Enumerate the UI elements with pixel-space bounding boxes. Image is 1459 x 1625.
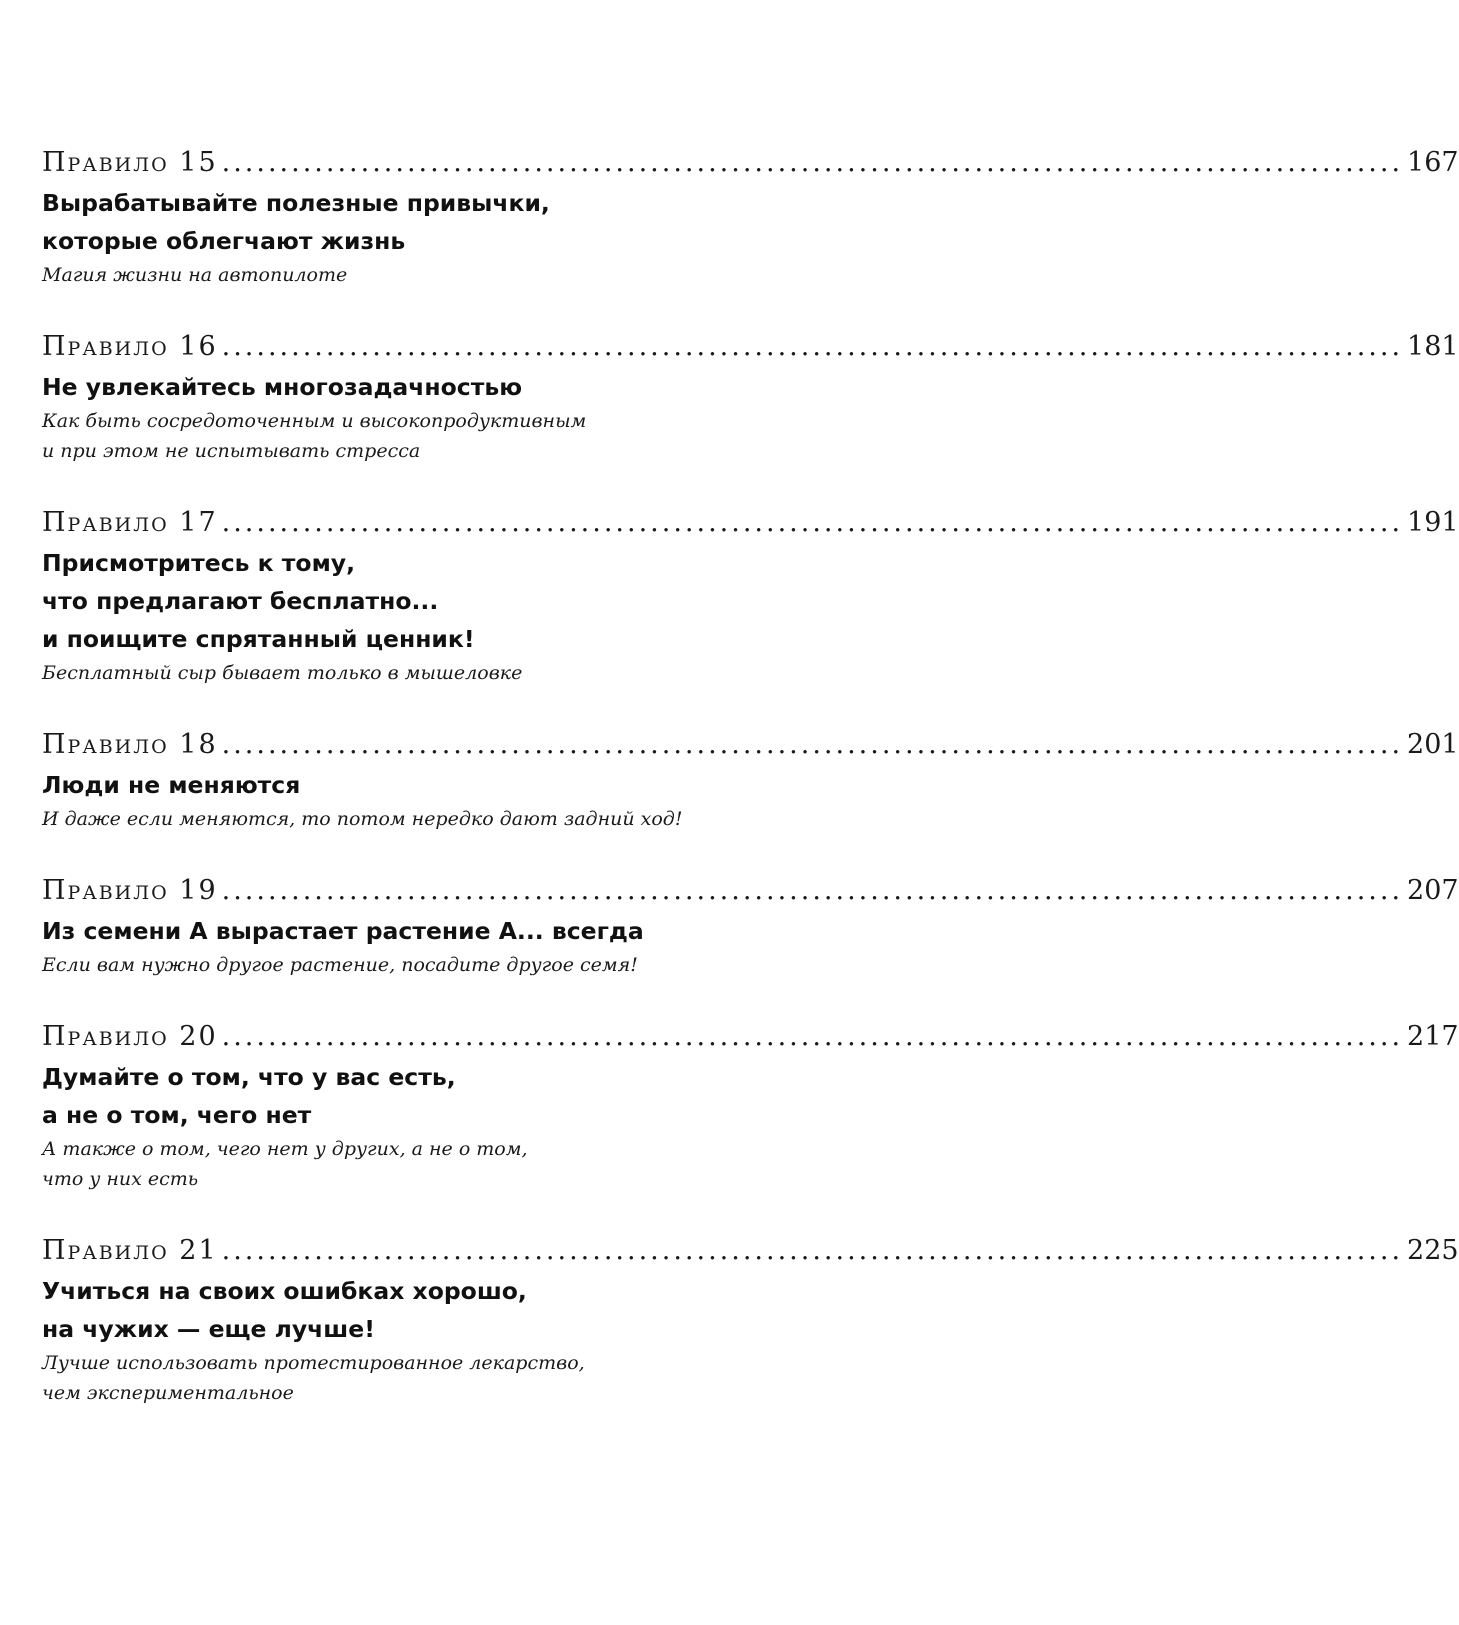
heading-line: и поищите спрятанный ценник!	[42, 625, 475, 653]
chapter-heading	[42, 766, 874, 804]
dot-leader: ......................................................................................................	[221, 875, 1404, 906]
chapter-heading	[42, 1272, 874, 1348]
page-number: 201	[1407, 729, 1459, 760]
rule-line	[42, 330, 1459, 364]
rule-line	[42, 146, 1459, 180]
rule-label: Правило 16	[42, 331, 218, 362]
heading-line: что предлагают бесплатно...	[42, 587, 439, 615]
toc-entry	[42, 1234, 1459, 1408]
subtitle-line: А также о том, чего нет у других, а не о том,	[42, 1138, 528, 1160]
subtitle-line: Если вам нужно другое растение, посадите другое семя!	[42, 954, 638, 976]
chapter-heading	[42, 1058, 874, 1134]
dot-leader: ......................................................................................................	[221, 331, 1404, 362]
subtitle-line: что у них есть	[42, 1168, 199, 1190]
page-number: 191	[1407, 507, 1459, 538]
chapter-subtitle	[42, 1348, 874, 1408]
rule-line	[42, 728, 1459, 762]
toc-entry	[42, 506, 1459, 688]
dot-leader: ......................................................................................................	[221, 147, 1404, 178]
heading-line: которые облегчают жизнь	[42, 227, 406, 255]
rule-line	[42, 1234, 1459, 1268]
toc-entry	[42, 728, 1459, 834]
table-of-contents	[42, 146, 1459, 1448]
heading-line: Присмотритесь к тому,	[42, 549, 356, 577]
toc-entry	[42, 874, 1459, 980]
page-number: 167	[1407, 147, 1459, 178]
dot-leader: ......................................................................................................	[221, 729, 1404, 760]
heading-line: на чужих — еще лучше!	[42, 1315, 375, 1343]
chapter-heading	[42, 368, 874, 406]
heading-line: Люди не меняются	[42, 771, 301, 799]
rule-line	[42, 874, 1459, 908]
rule-line	[42, 506, 1459, 540]
rule-label: Правило 18	[42, 729, 218, 760]
subtitle-line: Бесплатный сыр бывает только в мышеловке	[42, 662, 523, 684]
rule-line	[42, 1020, 1459, 1054]
page-number: 217	[1407, 1021, 1459, 1052]
chapter-subtitle	[42, 260, 874, 290]
heading-line: Думайте о том, что у вас есть,	[42, 1063, 456, 1091]
dot-leader: ......................................................................................................	[221, 1235, 1404, 1266]
chapter-heading	[42, 544, 874, 658]
rule-label: Правило 20	[42, 1021, 218, 1052]
page-number: 207	[1407, 875, 1459, 906]
subtitle-line: Магия жизни на автопилоте	[42, 264, 348, 286]
rule-label: Правило 21	[42, 1235, 218, 1266]
rule-label: Правило 19	[42, 875, 218, 906]
subtitle-line: И даже если меняются, то потом нередко дают задний ход!	[42, 808, 683, 830]
page-number: 225	[1407, 1235, 1459, 1266]
rule-label: Правило 17	[42, 507, 218, 538]
chapter-subtitle	[42, 406, 874, 466]
subtitle-line: и при этом не испытывать стресса	[42, 440, 421, 462]
toc-entry	[42, 1020, 1459, 1194]
rule-label: Правило 15	[42, 147, 218, 178]
heading-line: Учиться на своих ошибках хорошо,	[42, 1277, 527, 1305]
chapter-subtitle	[42, 1134, 874, 1194]
subtitle-line: Как быть сосредоточенным и высокопродуктивным	[42, 410, 587, 432]
toc-entry	[42, 146, 1459, 290]
dot-leader: ......................................................................................................	[221, 507, 1404, 538]
subtitle-line: Лучше использовать протестированное лекарство,	[42, 1352, 585, 1374]
toc-entry	[42, 330, 1459, 466]
chapter-subtitle	[42, 950, 874, 980]
heading-line: Не увлекайтесь многозадачностью	[42, 373, 523, 401]
chapter-heading	[42, 184, 874, 260]
subtitle-line: чем экспериментальное	[42, 1382, 294, 1404]
chapter-subtitle	[42, 804, 874, 834]
chapter-heading	[42, 912, 874, 950]
page-number: 181	[1407, 331, 1459, 362]
chapter-subtitle	[42, 658, 874, 688]
heading-line: Вырабатывайте полезные привычки,	[42, 189, 550, 217]
heading-line: а не о том, чего нет	[42, 1101, 312, 1129]
heading-line: Из семени А вырастает растение А... всегда	[42, 917, 644, 945]
dot-leader: ......................................................................................................	[221, 1021, 1404, 1052]
